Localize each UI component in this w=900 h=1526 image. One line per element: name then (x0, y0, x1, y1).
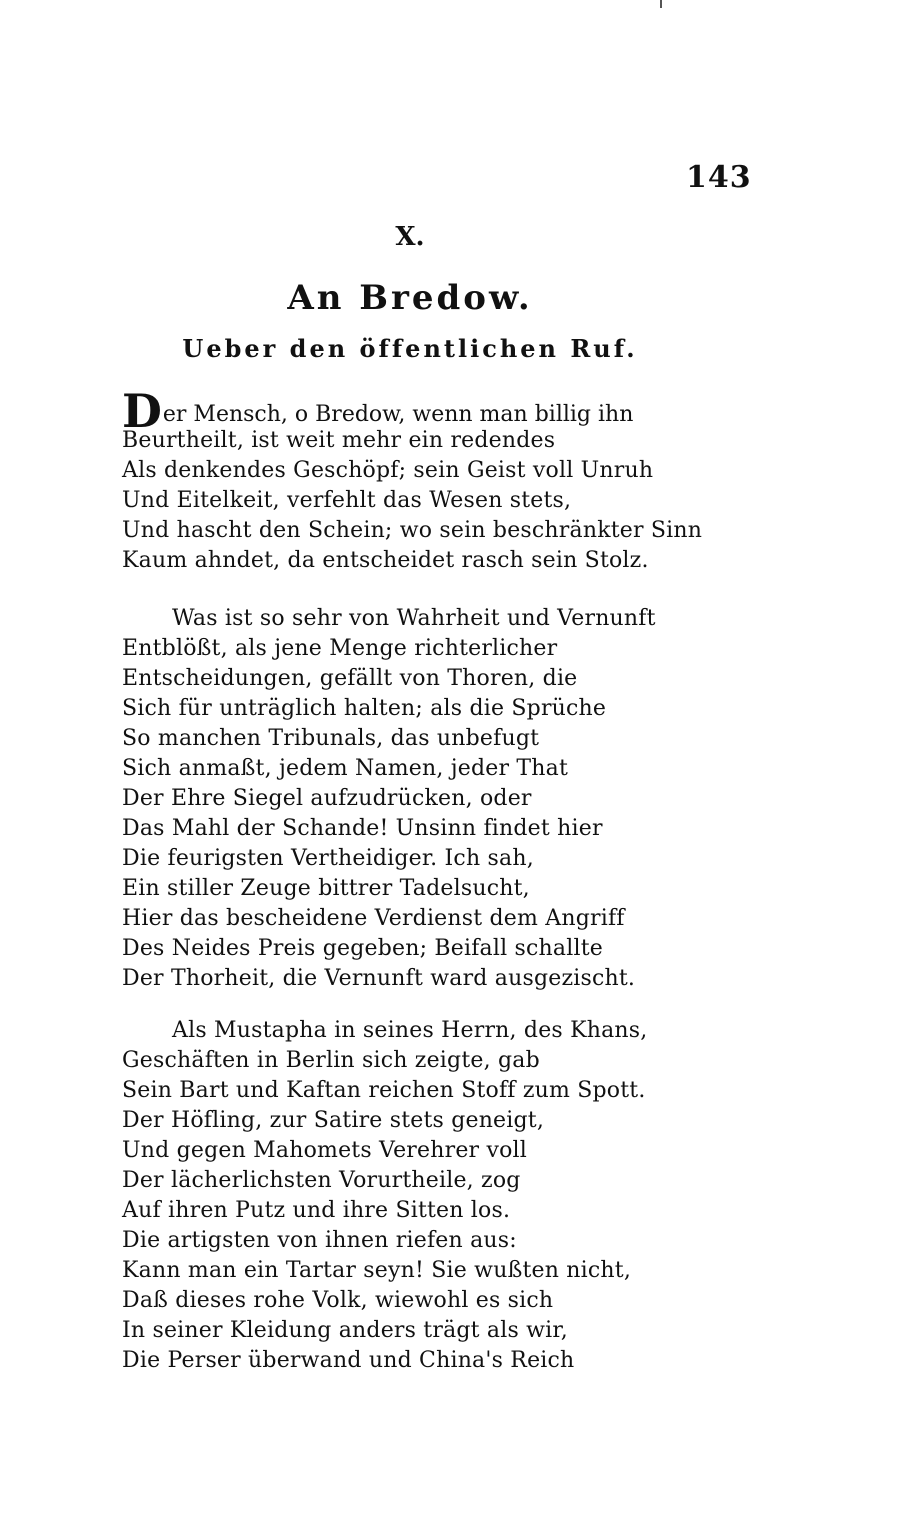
poem-line: Beurtheilt, ist weit mehr ein redendes (122, 428, 556, 453)
poem-line (122, 384, 732, 438)
poem-line: Und Eitelkeit, verfehlt das Wesen stets, (122, 488, 572, 513)
drop-cap: D (122, 384, 162, 438)
poem-line: Der Ehre Siegel aufzudrücken, oder (122, 786, 532, 811)
poem-line: Als Mustapha in seines Herrn, des Khans, (172, 1018, 648, 1043)
poem-line: In seiner Kleidung anders trägt als wir, (122, 1318, 568, 1343)
poem-line: Die Perser überwand und China's Reich (122, 1348, 575, 1373)
poem-line: Geschäften in Berlin sich zeigte, gab (122, 1048, 540, 1073)
poem-line: Sich anmaßt, jedem Namen, jeder That (122, 756, 569, 781)
poem-line: Der lächerlichsten Vorurtheile, zog (122, 1168, 521, 1193)
poem-line: Des Neides Preis gegeben; Beifall schallte (122, 936, 603, 961)
stanza-2 (122, 604, 732, 994)
poem-line: Und hascht den Schein; wo sein beschränkter Sinn (122, 518, 703, 543)
stanza-1 (122, 384, 732, 576)
poem-line: Die artigsten von ihnen riefen aus: (122, 1228, 517, 1253)
poem-line: Die feurigsten Vertheidiger. Ich sah, (122, 846, 534, 871)
chapter-number: X. (395, 222, 425, 252)
poem-line: So manchen Tribunals, das unbefugt (122, 726, 540, 751)
poem-line: Kaum ahndet, da entscheidet rasch sein Stolz. (122, 548, 649, 573)
poem-line: Der Höfling, zur Satire stets geneigt, (122, 1108, 545, 1133)
stanza-3 (122, 1016, 732, 1376)
poem-line: Sein Bart und Kaftan reichen Stoff zum Spott. (122, 1078, 646, 1103)
scan-mark (660, 0, 662, 8)
poem-line: Auf ihren Putz und ihre Sitten los. (122, 1198, 511, 1223)
poem-line: Was ist so sehr von Wahrheit und Vernunft (172, 606, 656, 631)
poem-line: Das Mahl der Schande! Unsinn findet hier (122, 816, 603, 841)
poem-line: Entblößt, als jene Menge richterlicher (122, 636, 558, 661)
poem-line: Hier das bescheidene Verdienst dem Angriff (122, 906, 625, 931)
poem-subtitle: Ueber den öffentlichen Ruf. (182, 334, 638, 363)
poem-line: Kann man ein Tartar seyn! Sie wußten nicht, (122, 1258, 632, 1283)
poem-line: Daß dieses rohe Volk, wiewohl es sich (122, 1288, 554, 1313)
poem-line: Sich für unträglich halten; als die Sprüche (122, 696, 607, 721)
first-line-text: er Mensch, o Bredow, wenn man billig ihn (162, 402, 634, 427)
poem-line: Entscheidungen, gefällt von Thoren, die (122, 666, 578, 691)
poem-line: Als denkendes Geschöpf; sein Geist voll Unruh (122, 458, 654, 483)
poem-line: Ein stiller Zeuge bittrer Tadelsucht, (122, 876, 530, 901)
poem-title: An Bredow. (287, 278, 533, 318)
page-number: 143 (686, 160, 752, 195)
poem-line: Und gegen Mahomets Verehrer voll (122, 1138, 527, 1163)
poem-line: Der Thorheit, die Vernunft ward ausgezischt. (122, 966, 636, 991)
